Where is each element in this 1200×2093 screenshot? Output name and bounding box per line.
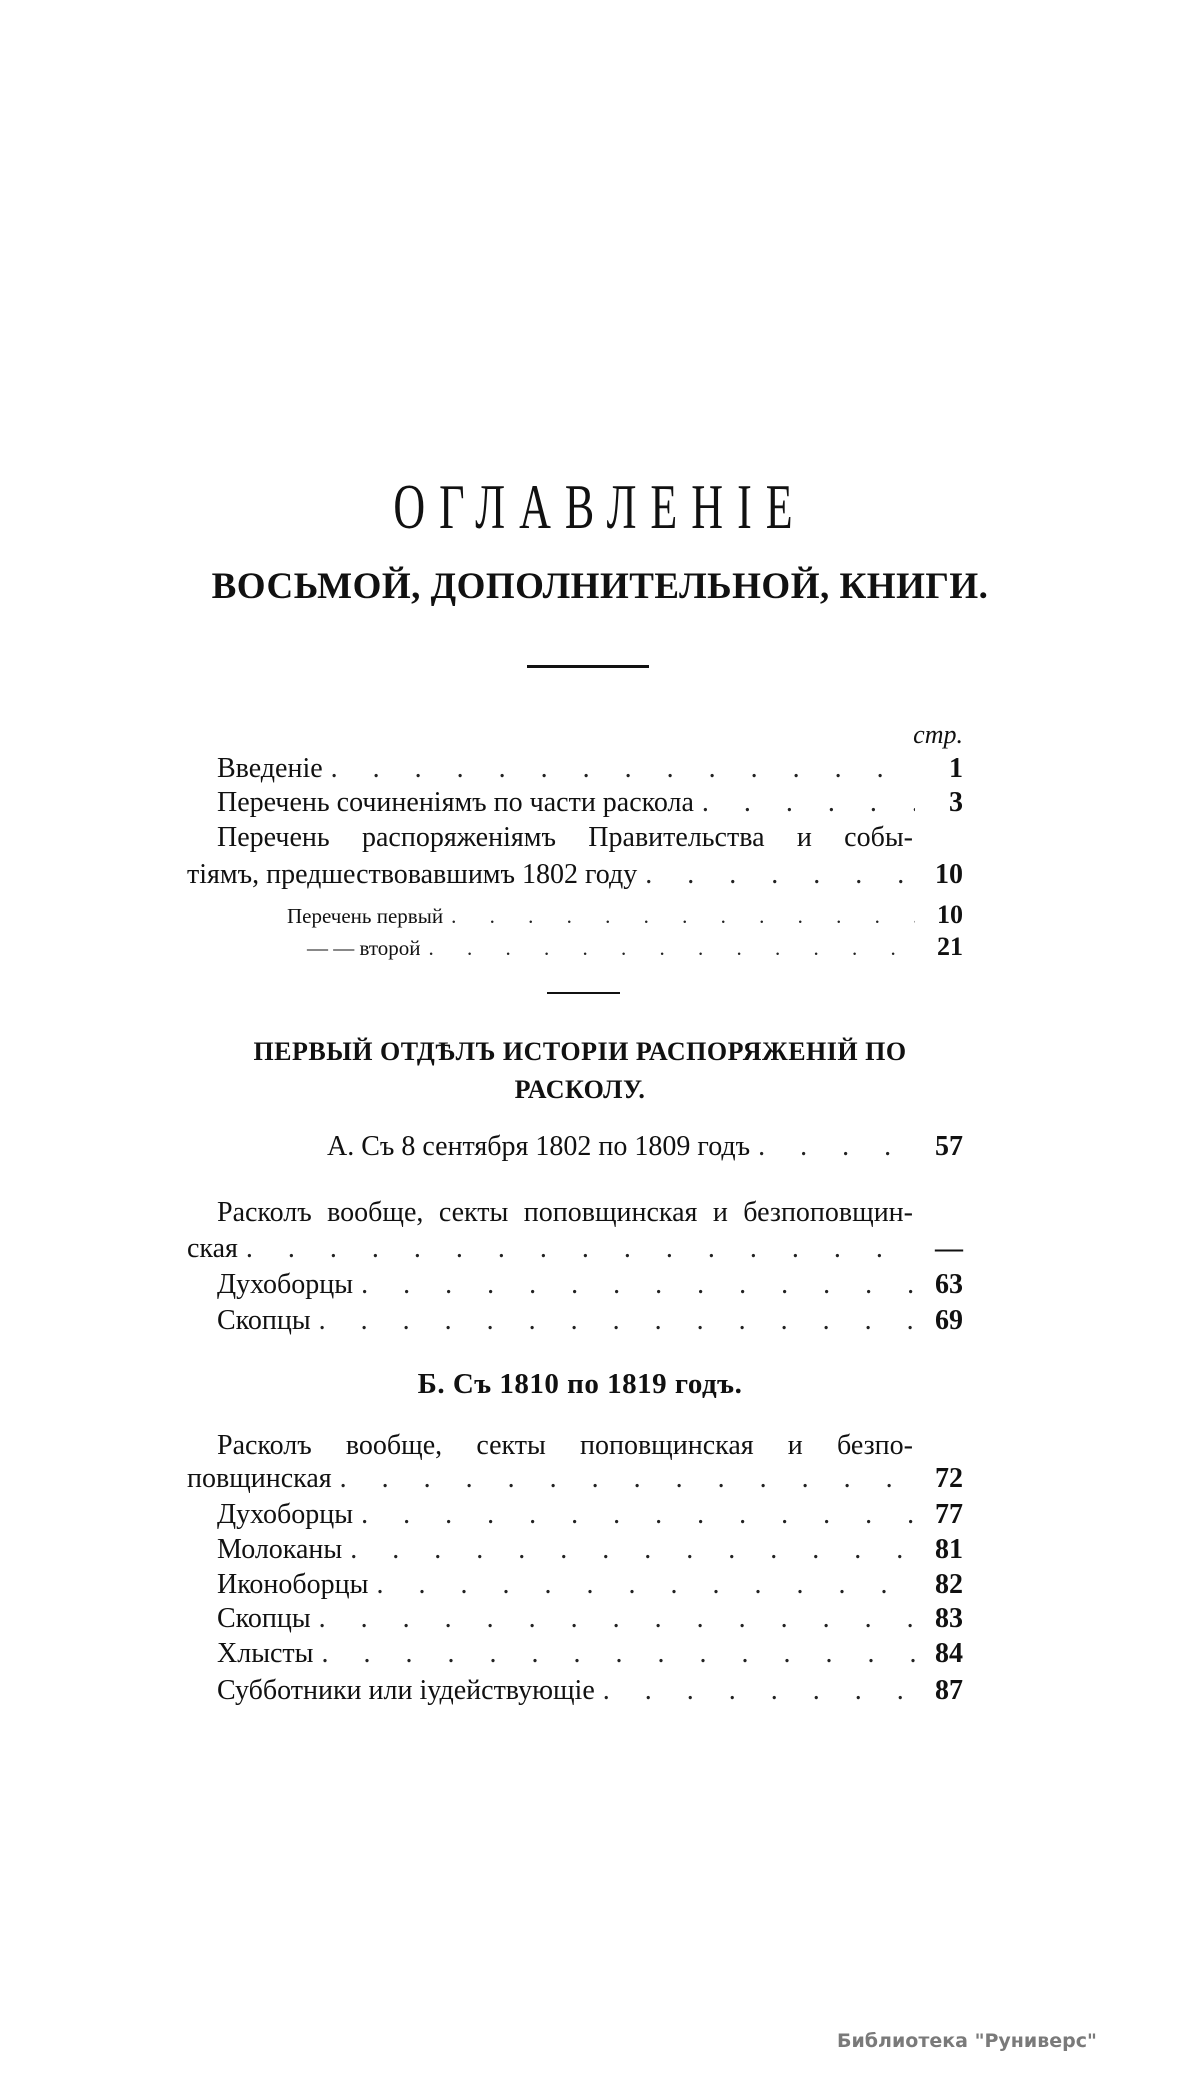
entry-page: 77 [935,1499,963,1530]
entry-page: 81 [935,1534,963,1565]
toc-entry[interactable] [307,930,963,965]
entry-page: 83 [935,1603,963,1634]
section-heading-line1: ПЕРВЫЙ ОТДѢЛЪ ИСТОРIИ РАСПОРЯЖЕНIЙ ПО [253,1037,907,1066]
dot-leader [603,1674,915,1708]
entry-page: 84 [935,1638,963,1669]
entry-label: тiямъ, предшествовавшимъ 1802 году [187,859,638,890]
toc-entry[interactable] [217,1304,963,1338]
dot-leader [340,1462,915,1496]
entry-label: — — второй [307,936,421,960]
page-title: ОГЛАВЛЕНIЕ [393,471,807,543]
toc-entry[interactable] [217,1533,963,1567]
entry-page: 10 [937,900,963,929]
dot-leader [429,931,915,965]
part-heading-label: А. Съ 8 сентября 1802 по 1809 годъ [327,1131,751,1162]
divider [527,665,649,668]
toc-entry[interactable] [217,752,963,786]
dot-leader [331,752,915,786]
entry-page: 87 [935,1675,963,1706]
entry-label: Иконоборцы [217,1569,369,1600]
dot-leader [702,786,915,820]
dot-leader [350,1533,915,1567]
dot-leader [319,1602,915,1636]
page-column-label: стр. [913,720,963,749]
dot-leader [319,1304,915,1338]
entry-label: Расколъ вообще, секты поповщинская и безпоповщин- [217,1197,913,1228]
toc-entry[interactable] [287,898,963,933]
toc-entry[interactable] [217,1602,963,1636]
entry-page: 69 [935,1305,963,1336]
dot-leader [451,899,915,933]
entry-label: ская [187,1233,238,1264]
toc-entry-line1 [217,821,963,855]
divider [547,992,620,994]
dot-leader [376,1568,915,1602]
dot-leader [361,1268,915,1302]
entry-label: Духоборцы [217,1269,354,1300]
entry-label: Молоканы [217,1534,343,1565]
entry-label: Перечень первый [287,904,444,928]
entry-label: Скопцы [217,1603,311,1634]
toc-entry[interactable] [187,858,963,892]
dot-leader [645,858,915,892]
entry-label: повщинская [187,1463,332,1494]
entry-label: Скопцы [217,1305,311,1336]
entry-label: Духоборцы [217,1499,354,1530]
part-b-heading: Б. Съ 1810 по 1819 годъ. [417,1368,743,1400]
dot-leader [361,1498,915,1532]
entry-page: 57 [935,1131,963,1162]
entry-label: Перечень сочиненiямъ по части раскола [217,787,694,818]
toc-entry[interactable] [217,1637,963,1671]
entry-label: Перечень распоряженiямъ Правительства и собы- [217,822,913,853]
entry-page: 10 [935,859,963,890]
entry-label: Расколъ вообще, секты поповщинская и безпо- [217,1430,913,1461]
page-subtitle: ВОСЬМОЙ, ДОПОЛНИТЕЛЬНОЙ, КНИГИ. [211,566,989,607]
entry-page: 82 [935,1569,963,1600]
entry-page: 1 [949,753,963,784]
entry-page: — [935,1233,963,1264]
entry-label: Хлысты [217,1638,314,1669]
dot-leader [758,1130,915,1164]
entry-page: 63 [935,1269,963,1300]
toc-entry[interactable] [217,1498,963,1532]
toc-entry[interactable] [217,1674,963,1708]
entry-label: Введенiе [217,753,323,784]
toc-entry[interactable] [217,1268,963,1302]
entry-page: 72 [935,1463,963,1494]
entry-page: 3 [949,787,963,818]
library-watermark: Библиотека "Руниверс" [837,2030,1097,2052]
toc-entry[interactable] [187,1232,963,1266]
section-heading-line2: РАСКОЛУ. [514,1075,646,1104]
part-a-heading[interactable] [327,1130,963,1164]
dot-leader [246,1232,915,1266]
toc-entry[interactable] [187,1462,963,1496]
toc-entry-line1 [217,1196,963,1230]
toc-entry[interactable] [217,1568,963,1602]
toc-entry[interactable] [217,786,963,820]
toc-entry-line1 [217,1429,963,1463]
entry-page: 21 [937,932,963,961]
entry-label: Субботники или iудействующiе [217,1675,595,1706]
dot-leader [321,1637,915,1671]
